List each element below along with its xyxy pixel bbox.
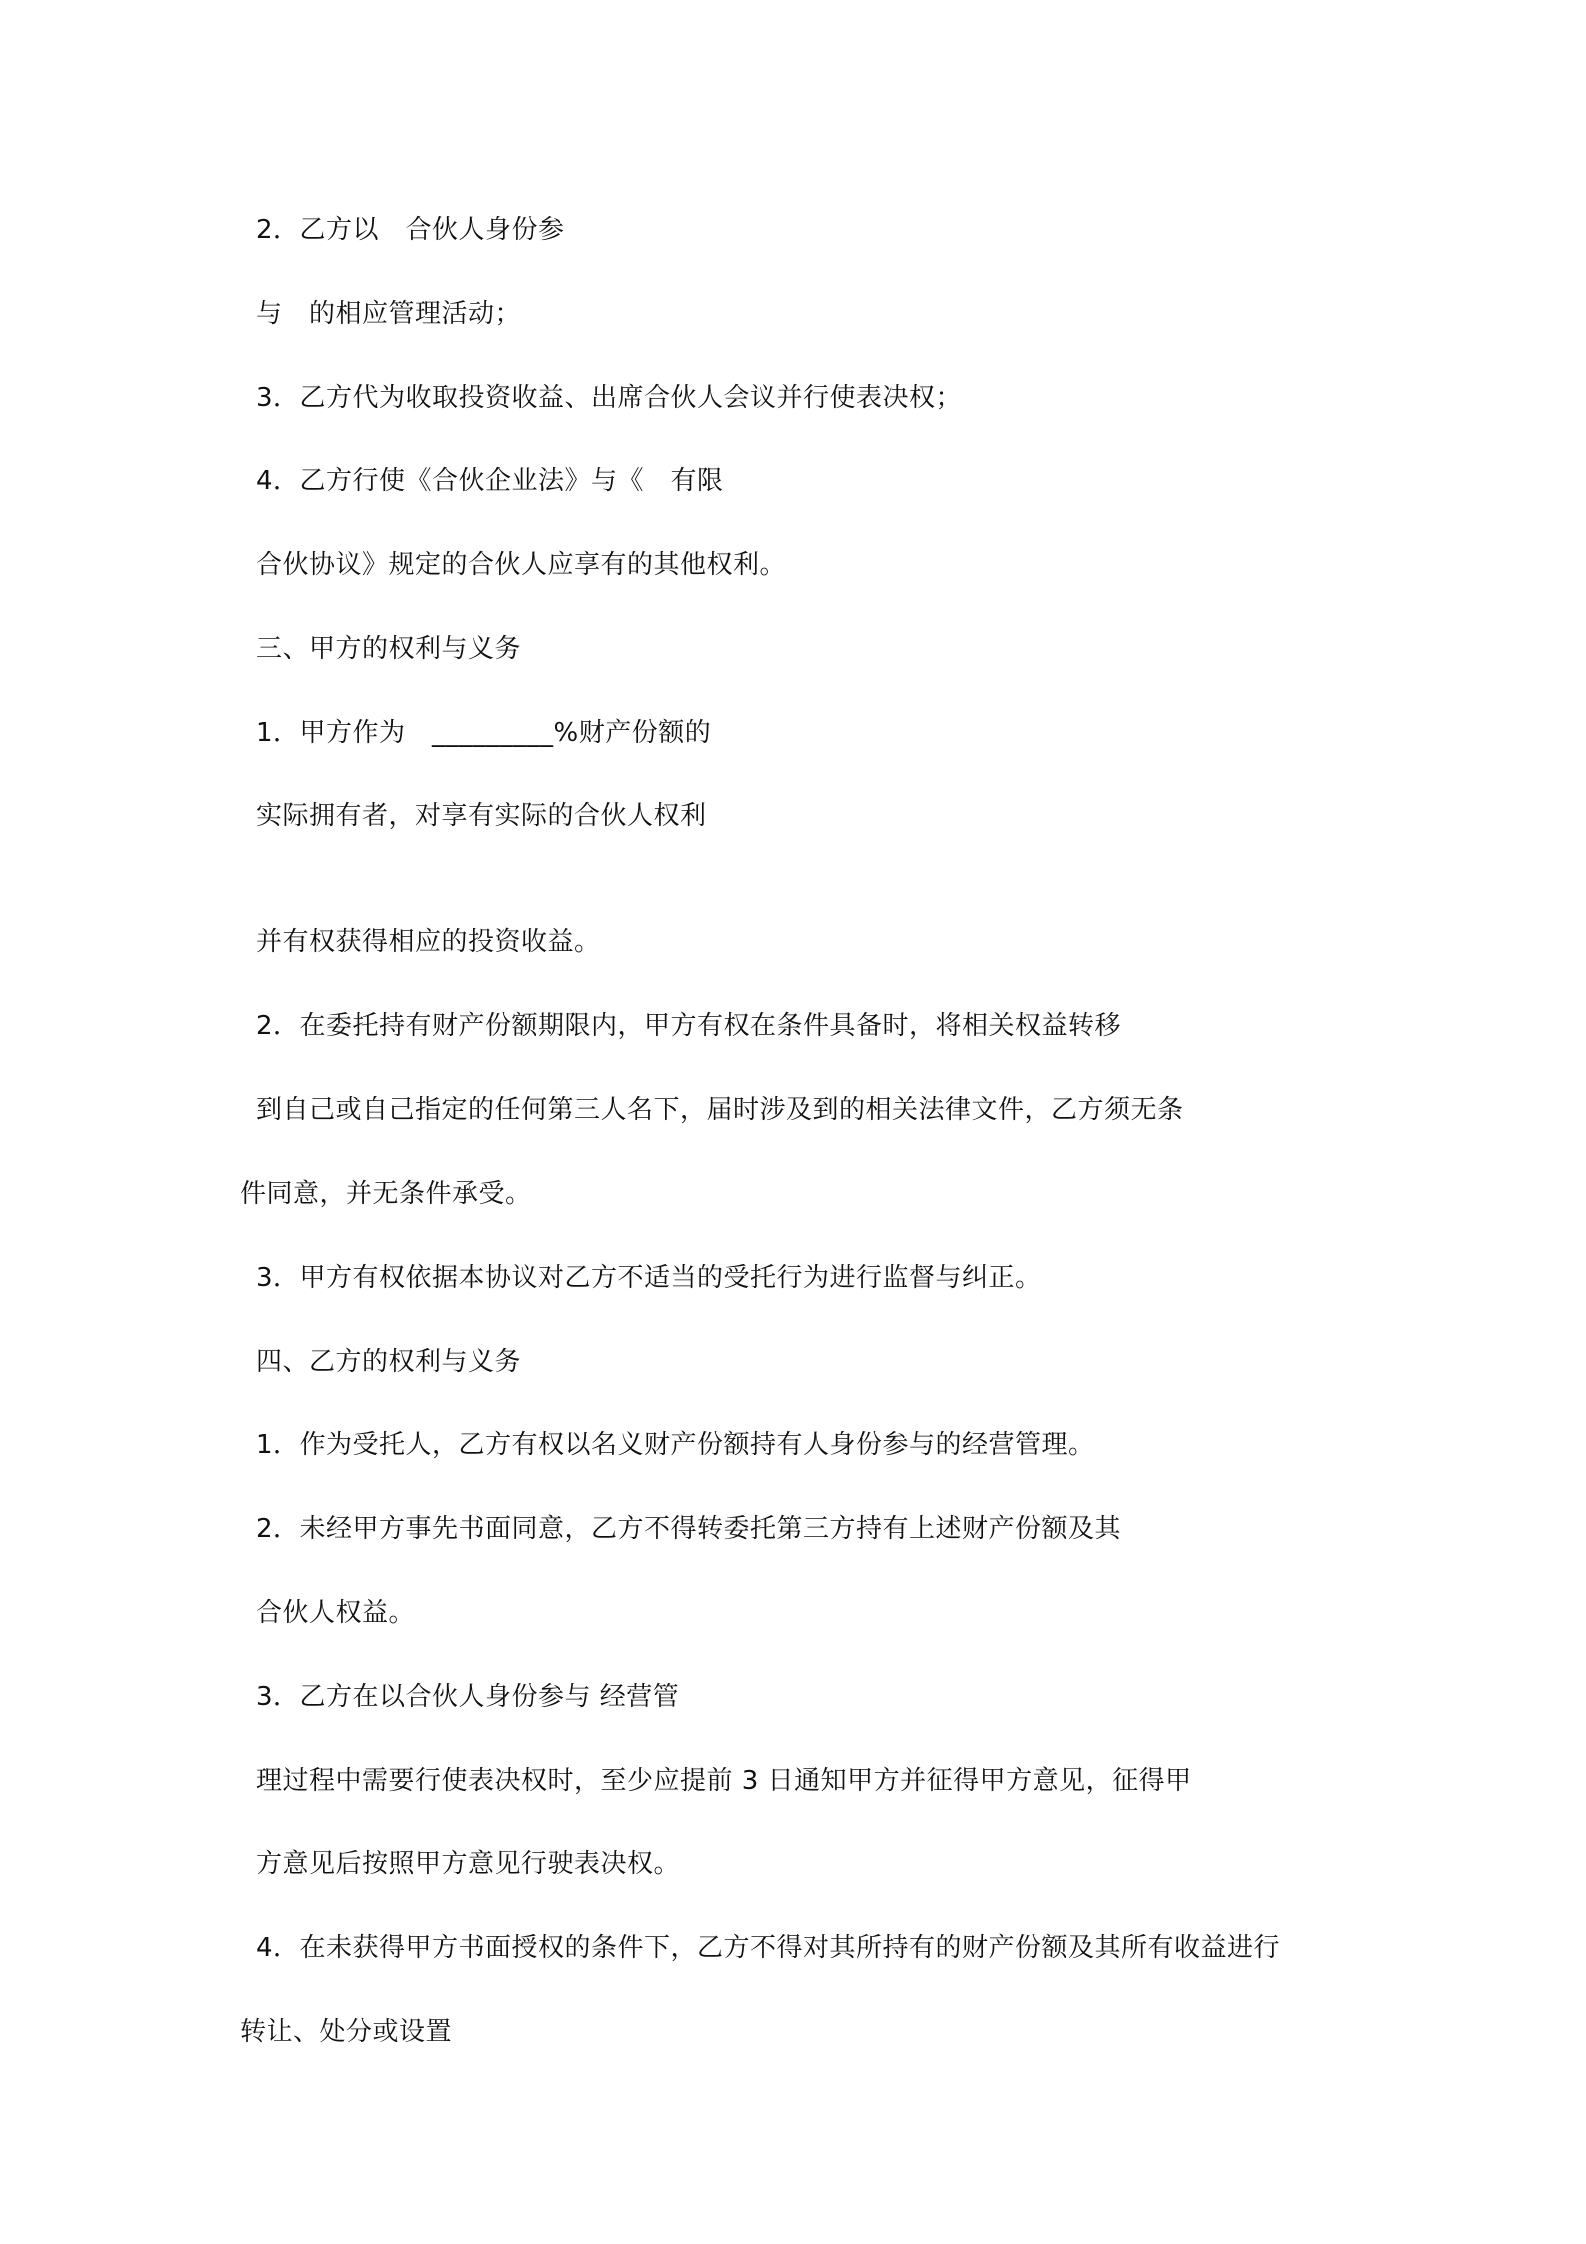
section3-clause-2-2: 到自己或自己指定的任何第三人名下，届时涉及到的相关法律文件，乙方须无条 xyxy=(256,1095,1184,1125)
clause-4-2: 合伙协议》规定的合伙人应享有的其他权利。 xyxy=(256,550,787,580)
section3-clause-3: 3．甲方有权依据本协议对乙方不适当的受托行为进行监督与纠正。 xyxy=(256,1263,1042,1293)
section4-clause-2-1: 2．未经甲方事先书面同意，乙方不得转委托第三方持有上述财产份额及其 xyxy=(256,1514,1122,1544)
section3-clause-1-1: 1．甲方作为 _________%财产份额的 xyxy=(256,718,712,748)
section3-clause-1-2: 实际拥有者，对享有实际的合伙人权利 xyxy=(256,801,707,831)
section3-clause-2-3: 件同意，并无条件承受。 xyxy=(240,1179,532,1209)
clause-3: 3．乙方代为收取投资收益、出席合伙人会议并行使表决权； xyxy=(256,383,963,413)
section4-clause-3-2: 理过程中需要行使表决权时，至少应提前 3 日通知甲方并征得甲方意见，征得甲 xyxy=(256,1766,1192,1796)
section4-clause-3-3: 方意见后按照甲方意见行驶表决权。 xyxy=(256,1849,681,1879)
clause-2-1: 2．乙方以 合伙人身份参 xyxy=(256,215,565,245)
section4-clause-4-1: 4．在未获得甲方书面授权的条件下，乙方不得对其所持有的财产份额及其所有收益进行 xyxy=(256,1933,1281,1963)
section3-clause-2-1: 2．在委托持有财产份额期限内，甲方有权在条件具备时，将相关权益转移 xyxy=(256,1011,1122,1041)
section-heading-4: 四、乙方的权利与义务 xyxy=(256,1347,522,1377)
clause-2-2: 与 的相应管理活动； xyxy=(256,299,522,329)
section4-clause-2-2: 合伙人权益。 xyxy=(256,1598,416,1628)
clause-4-1: 4．乙方行使《合伙企业法》与《 有限 xyxy=(256,466,724,496)
section4-clause-4-2: 转让、处分或设置 xyxy=(240,2017,453,2047)
section4-clause-3-1: 3．乙方在以合伙人身份参与 经营管 xyxy=(256,1682,680,1712)
section4-clause-1: 1．作为受托人，乙方有权以名义财产份额持有人身份参与的经营管理。 xyxy=(256,1430,1095,1460)
section3-clause-1-3: 并有权获得相应的投资收益。 xyxy=(256,927,601,957)
section-heading-3: 三、甲方的权利与义务 xyxy=(256,634,522,664)
